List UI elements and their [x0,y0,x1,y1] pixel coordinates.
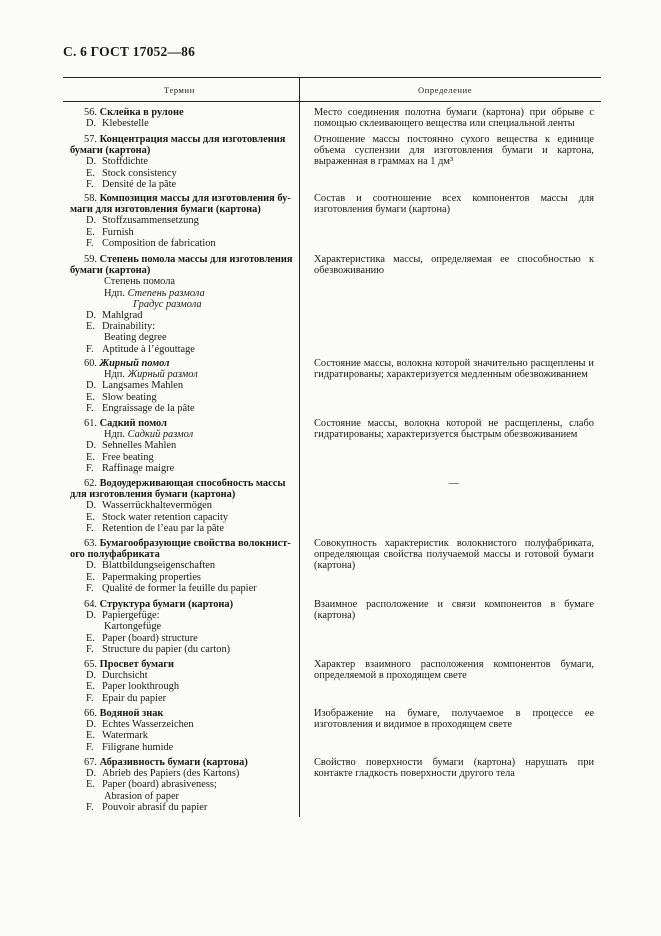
term-fr: Engraissage de la pâte [102,402,195,414]
term-number: 59. [84,254,97,265]
ndp-label: Ндп. [104,369,125,381]
term-en: Watermark [102,730,148,742]
term-en: Drainability: [102,321,156,333]
term-name: Садкий помол [99,418,167,429]
term-definition: Место соединения полотна бумаги (картона) при обрыве с помощью склеивающего вещества или специальной ленты [314,107,594,130]
term-definition: Состояние массы, волокна которой значительно расщеплены и гидратированы; характеризуется медленным обезвоживанием [314,358,594,381]
term-en: Papermaking properties [102,571,201,583]
term-synonym: Степень помола [104,276,176,288]
term-name-line1: Водоудерживающая способность массы [99,478,286,489]
term-en-variant: Abrasion of paper [104,790,180,802]
ndp-label: Ндп. [104,429,125,441]
term-en: Stock water retention capacity [102,511,229,523]
term-de: Papiergefüge: [102,610,160,622]
term-number: 66. [84,708,97,719]
term-en: Free beating [102,451,154,463]
term-name: Абразивность бумаги (картона) [99,757,248,768]
term-en: Paper lookthrough [102,681,180,693]
column-header-definition: Определение [418,85,473,95]
term-name: Склейка в рулоне [99,107,184,118]
term-name-line1: Концентрация массы для изготовления [99,134,286,145]
term-number: 65. [84,659,97,670]
non-recommended-term: Садкий размол [127,429,194,441]
ndp-label: Ндп. [104,287,125,299]
term-en: Paper (board) abrasiveness; [102,779,217,791]
term-de: Mahlgrad [102,310,143,322]
term-number: 63. [84,538,97,549]
non-recommended-term: Жирный размол [127,369,198,381]
term-de: Blattbildungseigenschaften [102,560,216,572]
term-fr: Epair du papier [102,692,167,704]
term-definition: Состав и соотношение всех компонентов массы для изготовления бумаги (картона) [314,193,594,216]
term-name: Водяной знак [99,708,164,719]
term-number: 67. [84,757,97,768]
term-name-line2: бумаги (картона) [70,265,151,277]
table-column-divider [299,77,300,817]
term-de: Klebestelle [102,118,149,130]
non-recommended-term: Градус размола [133,298,202,310]
term-en-variant: Beating degree [104,332,167,344]
term-fr: Raffinage maigre [102,462,175,474]
term-de: Echtes Wasserzeichen [102,719,194,731]
term-fr: Pouvoir abrasif du papier [102,801,208,813]
term-fr: Composition de fabrication [102,237,216,249]
term-de: Langsames Mahlen [102,380,184,392]
term-de: Abrieb des Papiers (des Kartons) [102,768,240,780]
term-definition: Характер взаимного расположения компонентов бумаги, определяемой в проходящем свете [314,659,594,682]
term-en: Furnish [102,226,134,238]
term-definition-empty: — [448,478,460,489]
term-fr: Aptitude à l’égouttage [102,343,195,355]
term-number: 61. [84,418,97,429]
term-definition: Свойство поверхности бумаги (картона) нарушать при контакте гладкость поверхности другого тела [314,757,594,780]
term-fr: Qualité de former la feuille du papier [102,582,257,594]
term-definition: Отношение массы постоянно сухого вещества к единице объема суспензии для изготовления бумаги и картона, выраженная в граммах на 1 дм³ [314,134,594,168]
term-name-line1: Бумагообразующие свойства волокнист- [99,538,291,549]
term-de: Stoffzusammensetzung [102,215,199,227]
term-number: 60. [84,358,97,369]
term-name: Жирный помол [99,358,170,369]
table-top-rule [63,77,601,78]
term-name-line2: бумаги (картона) [70,145,151,157]
term-name: Структура бумаги (картона) [99,599,234,610]
term-de: Stoffdichte [102,156,148,168]
term-de-variant: Kartongefüge [104,621,162,633]
term-definition: Изображение на бумаге, получаемое в процессе ее изготовления и видимое в проходящем свете [314,708,594,731]
term-name-line2: ого полуфабриката [70,549,160,561]
term-en: Paper (board) structure [102,632,198,644]
term-definition: Состояние массы, волокна которой не расщеплены, слабо гидратированы; характеризуется быстрым обезвоживанием [314,418,594,441]
term-fr: Structure du papier (du carton) [102,643,231,655]
term-en: Slow beating [102,391,157,403]
page-header: С. 6 ГОСТ 17052—86 [63,44,196,59]
term-name-line2: для изготовления бумаги (картона) [70,489,236,501]
non-recommended-term: Степень размола [127,287,205,299]
term-definition: Характеристика массы, определяемая ее способностью к обезвоживанию [314,254,594,277]
term-definition: Взаимное расположение и связи компонентов в бумаге (картона) [314,599,594,622]
term-name-line1: Степень помола массы для изготовления [99,254,293,265]
column-header-term: Термин [164,85,195,95]
term-number: 58. [84,193,97,204]
term-number: 62. [84,478,97,489]
term-fr: Retention de l’eau par la pâte [102,522,225,534]
term-de: Wasserrückhaltevermögen [102,500,212,512]
term-name: Просвет бумаги [99,659,174,670]
term-fr: Filigrane humide [102,741,174,753]
term-number: 64. [84,599,97,610]
term-name-line2: маги для изготовления бумаги (картона) [70,204,261,216]
term-number: 56. [84,107,97,118]
term-number: 57. [84,134,97,145]
term-fr: Densité de la pâte [102,178,177,190]
term-de: Sehnelles Mahlen [102,440,177,452]
term-de: Durchsicht [102,670,148,682]
table-header-rule [63,101,601,102]
term-definition: Совокупность характеристик волокнистого полуфабриката, определяющая свойства получаемой массы и готовой бумаги (картона) [314,538,594,572]
term-name-line1: Композиция массы для изготовления бу- [99,193,291,204]
term-en: Stock consistency [102,167,177,179]
